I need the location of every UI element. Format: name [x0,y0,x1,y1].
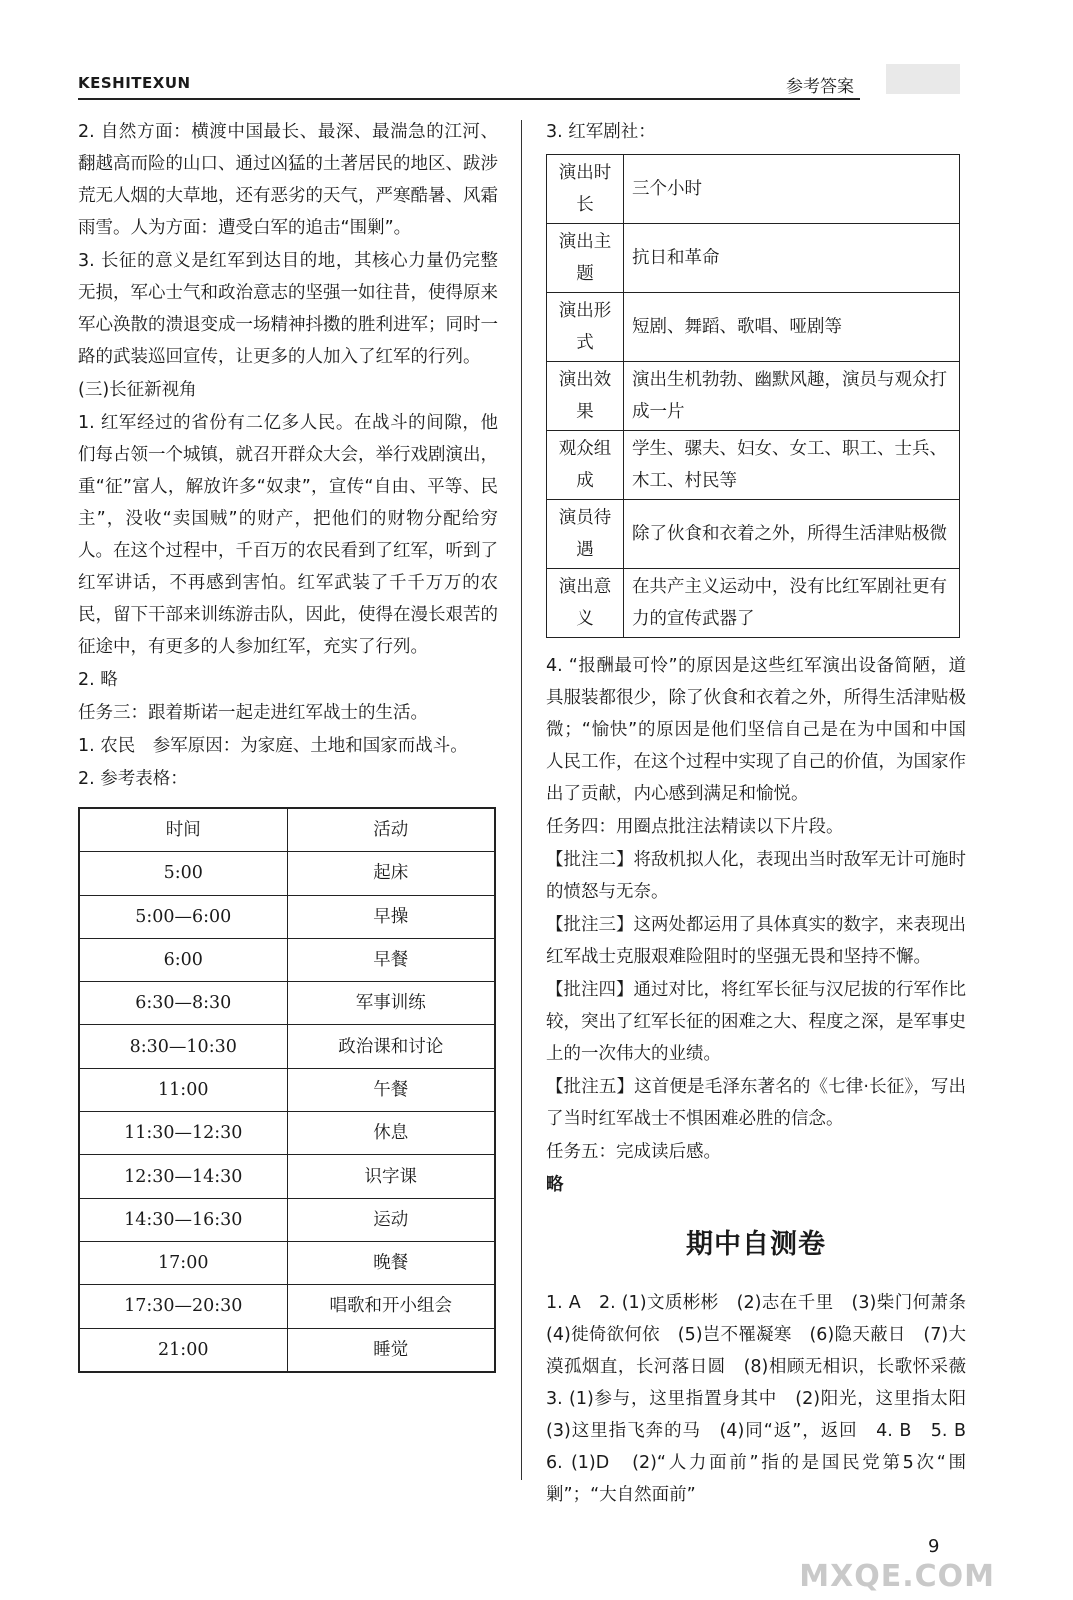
time-cell: 21:00 [79,1328,287,1372]
activity-cell: 休息 [287,1112,495,1155]
table-row [547,431,960,500]
schedule-table [78,807,496,1373]
troupe-value-cell: 学生、骡夫、妇女、女工、职工、士兵、木工、村民等 [624,431,960,500]
table-row [79,1155,495,1198]
table-row [547,569,960,638]
activity-cell: 政治课和讨论 [287,1025,495,1068]
table-row [79,895,495,938]
activity-cell: 运动 [287,1198,495,1241]
troupe-value-cell: 在共产主义运动中，没有比红军剧社更有力的宣传武器了 [624,569,960,638]
answer-paragraph: 1. 红军经过的省份有二亿多人民。在战斗的间隙，他们每占领一个城镇，就召开群众大会，举行戏剧演出，重“征”富人，解放许多“奴隶”，宣传“自由、平等、民主”，没收“卖国贼”的财产，把他们的财物分配给穷人。在这个过程中，千百万的农民看到了红军，听到了红军讲话，不再感到害怕。红军武装了千千万万的农民，留下干部来训练游击队，因此，使得在漫长艰苦的征途中，有更多的人参加红军，充实了行列。 [78,413,498,657]
time-cell: 11:00 [79,1068,287,1111]
table-row [547,293,960,362]
activity-cell: 早餐 [287,938,495,981]
table-row [79,982,495,1025]
annotation-paragraph: 【批注四】通过对比，将红军长征与汉尼拔的行军作比较，突出了红军长征的困难之大、程度之深，是军事史上的一次伟大的业绩。 [546,980,966,1064]
activity-cell: 午餐 [287,1068,495,1111]
table-row [79,1068,495,1111]
time-cell: 5:00—6:00 [79,895,287,938]
troupe-value-cell: 三个小时 [624,155,960,224]
table-row [547,155,960,224]
activity-cell: 睡觉 [287,1328,495,1372]
column-header-time: 时间 [79,808,287,852]
table-row [79,1285,495,1328]
time-cell: 8:30—10:30 [79,1025,287,1068]
annotation-paragraph: 【批注三】这两处都运用了具体真实的数字，来表现出红军战士克服艰难险阻时的坚强无畏和坚持不懈。 [546,915,966,967]
table-row [79,1112,495,1155]
answer-paragraph: 3. 红军剧社： [546,122,656,142]
task-heading: 任务三：跟着斯诺一起走进红军战士的生活。 [78,703,428,723]
answer-paragraph: 2. 自然方面：横渡中国最长、最深、最湍急的江河、翻越高而险的山口、通过凶猛的土著居民的地区、跋涉荒无人烟的大草地，还有恶劣的天气，严寒酷暑、风霜雨雪。人为方面：遭受白军的追击“围剿”。 [78,122,498,238]
activity-cell: 晚餐 [287,1241,495,1284]
page-number: 9 [928,1536,940,1557]
time-cell: 6:00 [79,938,287,981]
answer-paragraph: 2. 参考表格： [78,769,188,789]
table-row [547,500,960,569]
troupe-key-cell: 演出意义 [547,569,624,638]
table-row [79,1241,495,1284]
table-row [79,1198,495,1241]
column-divider [521,120,522,1480]
troupe-key-cell: 演出效果 [547,362,624,431]
section-heading: (三)长征新视角 [78,380,197,400]
header-section-title: 参考答案 [786,77,854,97]
time-cell: 12:30—14:30 [79,1155,287,1198]
answer-paragraph: 2. 略 [78,670,118,690]
task-heading: 任务五：完成读后感。 [546,1142,721,1162]
troupe-table [546,154,960,638]
header-brand: KESHITEXUN [78,74,191,92]
column-header-activity: 活动 [287,808,495,852]
time-cell: 6:30—8:30 [79,982,287,1025]
activity-cell: 唱歌和开小组会 [287,1285,495,1328]
exam-section-title: 期中自测卷 [686,1229,826,1260]
time-cell: 17:00 [79,1241,287,1284]
answer-paragraph: 4. “报酬最可怜”的原因是这些红军演出设备简陋，道具服装都很少，除了伙食和衣着之外，所得生活津贴极微；“愉快”的原因是他们坚信自己是在为中国和中国人民工作，在这个过程中实现了自己的价值，为国家作出了贡献，内心感到满足和愉悦。 [546,656,966,804]
annotation-paragraph: 【批注二】将敌机拟人化，表现出当时敌军无计可施时的愤怒与无奈。 [546,850,966,902]
table-row [79,852,495,895]
table-row [79,938,495,981]
troupe-value-cell: 抗日和革命 [624,224,960,293]
activity-cell: 军事训练 [287,982,495,1025]
answer-paragraph: 略 [546,1175,564,1195]
troupe-key-cell: 观众组成 [547,431,624,500]
troupe-key-cell: 演出形式 [547,293,624,362]
table-header-row [79,808,495,852]
table-row [79,1328,495,1372]
activity-cell: 识字课 [287,1155,495,1198]
time-cell: 14:30—16:30 [79,1198,287,1241]
answer-paragraph: 3. 长征的意义是红军到达目的地，其核心力量仍完整无损，军心士气和政治意志的坚强一如往昔，使得原来军心涣散的溃退变成一场精神抖擞的胜利进军；同时一路的武装巡回宣传，让更多的人加入了红军的行列。 [78,251,498,367]
table-row [79,1025,495,1068]
header-tab-decoration [886,64,960,94]
table-row [547,362,960,431]
troupe-value-cell: 除了伙食和衣着之外，所得生活津贴极微 [624,500,960,569]
troupe-key-cell: 演出时长 [547,155,624,224]
troupe-key-cell: 演出主题 [547,224,624,293]
time-cell: 5:00 [79,852,287,895]
answer-paragraph: 1. 农民 参军原因：为家庭、土地和国家而战斗。 [78,736,468,756]
annotation-paragraph: 【批注五】这首便是毛泽东著名的《七律·长征》，写出了当时红军战士不惧困难必胜的信念。 [546,1077,966,1129]
troupe-value-cell: 演出生机勃勃、幽默风趣，演员与观众打成一片 [624,362,960,431]
activity-cell: 早操 [287,895,495,938]
exam-answers-paragraph: 1. A 2. (1)文质彬彬 (2)志在千里 (3)柴门何萧条 (4)徙倚欲何依 (5)岂不罹凝寒 (6)隐天蔽日 (7)大漠孤烟直，长河落日圆 (8)相顾无相识，长歌怀采薇 3. (1)参与，这里指置身其中 (2)阳光，这里指太阳 (3)这里指飞奔的马 (4)同“返”，返回 4. B 5. B 6. (1)D (2)“人力面前”指的是国民党第5次“围剿”；“大自然面前” [546,1293,984,1505]
task-heading: 任务四：用圈点批注法精读以下片段。 [546,817,844,837]
right-column [546,116,984,1512]
left-column [78,116,498,1373]
troupe-key-cell: 演员待遇 [547,500,624,569]
troupe-value-cell: 短剧、舞蹈、歌唱、哑剧等 [624,293,960,362]
activity-cell: 起床 [287,852,495,895]
site-watermark: MXQE.COM [799,1559,995,1594]
table-row [547,224,960,293]
time-cell: 11:30—12:30 [79,1112,287,1155]
header-rule [78,98,860,100]
time-cell: 17:30—20:30 [79,1285,287,1328]
